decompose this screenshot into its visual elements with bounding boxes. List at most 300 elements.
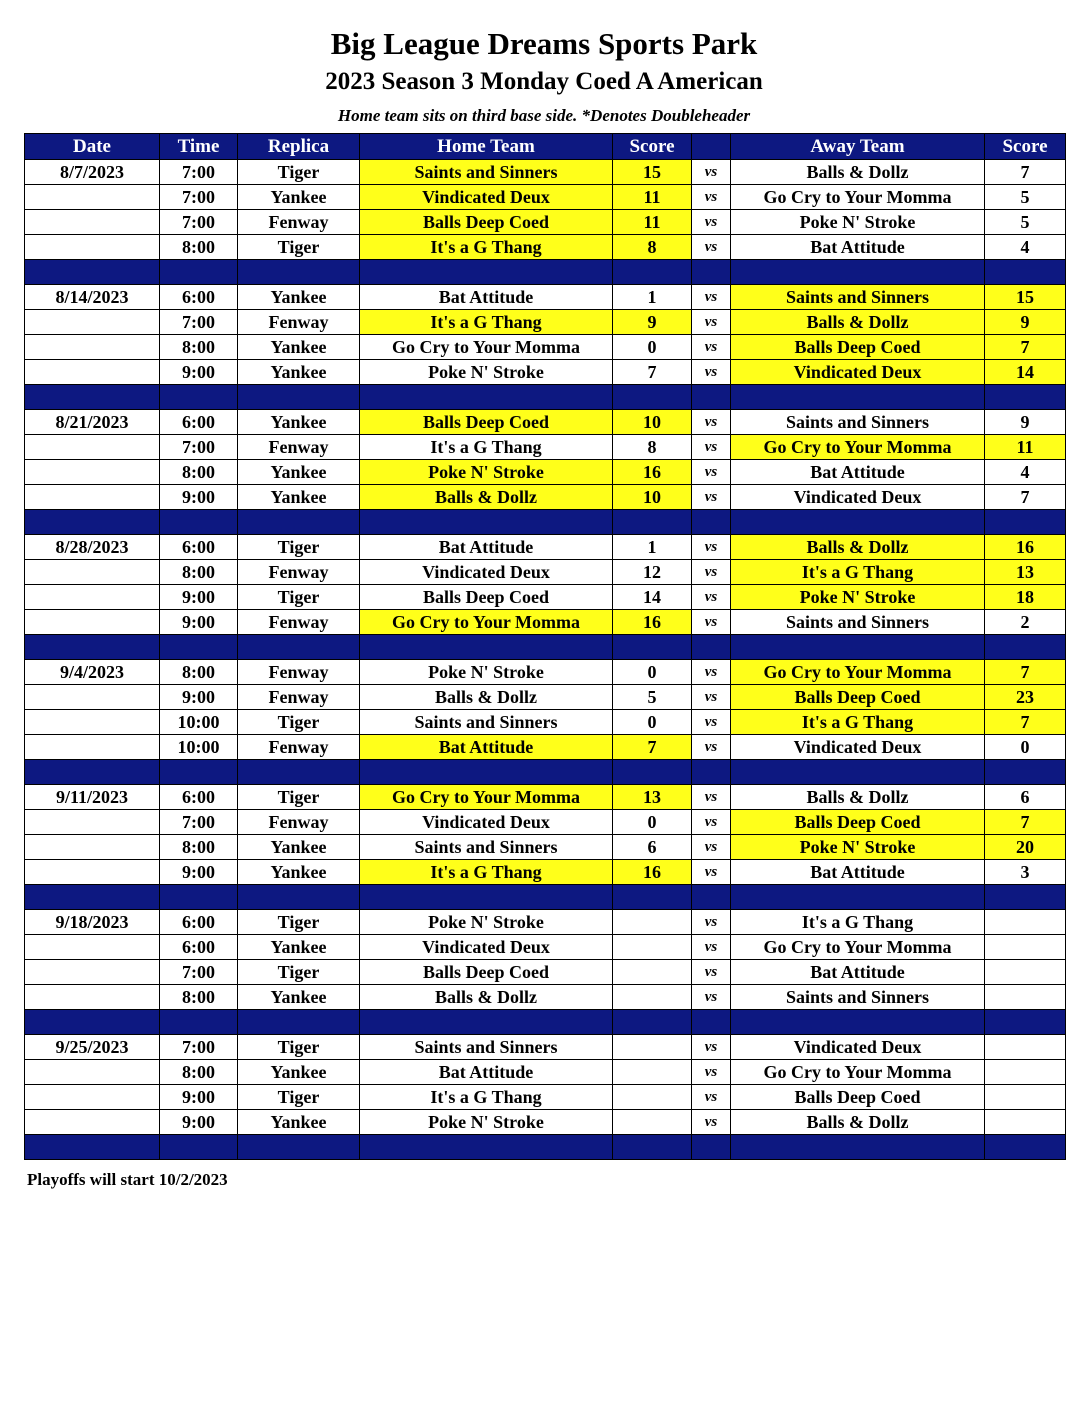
separator-cell bbox=[613, 635, 692, 660]
away-score-cell: 7 bbox=[985, 335, 1066, 360]
schedule-table bbox=[24, 133, 1066, 1160]
vs-cell: vs bbox=[692, 610, 731, 635]
replica-cell: Yankee bbox=[238, 860, 360, 885]
away-team-cell: Go Cry to Your Momma bbox=[731, 435, 985, 460]
separator-cell bbox=[731, 635, 985, 660]
away-team-cell: Go Cry to Your Momma bbox=[731, 660, 985, 685]
home-team-cell: Saints and Sinners bbox=[360, 710, 613, 735]
replica-cell: Yankee bbox=[238, 285, 360, 310]
away-team-cell: Saints and Sinners bbox=[731, 410, 985, 435]
replica-cell: Yankee bbox=[238, 185, 360, 210]
separator-cell bbox=[613, 760, 692, 785]
vs-cell: vs bbox=[692, 185, 731, 210]
separator-cell bbox=[360, 510, 613, 535]
home-score-cell bbox=[613, 910, 692, 935]
time-cell: 6:00 bbox=[160, 785, 238, 810]
home-score-cell: 10 bbox=[613, 485, 692, 510]
home-team-cell: Poke N' Stroke bbox=[360, 360, 613, 385]
home-team-cell: It's a G Thang bbox=[360, 235, 613, 260]
page-subtitle: 2023 Season 3 Monday Coed A American bbox=[325, 68, 763, 95]
separator-cell bbox=[985, 760, 1066, 785]
date-cell: 8/7/2023 bbox=[25, 160, 160, 185]
away-score-cell: 4 bbox=[985, 235, 1066, 260]
date-cell bbox=[25, 735, 160, 760]
table-row bbox=[25, 185, 1066, 210]
separator-cell bbox=[731, 1135, 985, 1160]
home-score-cell: 9 bbox=[613, 310, 692, 335]
separator-cell bbox=[160, 510, 238, 535]
away-team-cell: Balls & Dollz bbox=[731, 310, 985, 335]
home-score-cell: 10 bbox=[613, 410, 692, 435]
home-team-cell: Bat Attitude bbox=[360, 1060, 613, 1085]
home-score-cell: 1 bbox=[613, 535, 692, 560]
away-team-cell: Poke N' Stroke bbox=[731, 835, 985, 860]
separator-cell bbox=[160, 260, 238, 285]
vs-cell: vs bbox=[692, 1110, 731, 1135]
vs-cell: vs bbox=[692, 485, 731, 510]
separator-cell bbox=[985, 385, 1066, 410]
time-cell: 8:00 bbox=[160, 335, 238, 360]
date-cell bbox=[25, 835, 160, 860]
table-row bbox=[25, 710, 1066, 735]
time-cell: 7:00 bbox=[160, 960, 238, 985]
date-cell bbox=[25, 310, 160, 335]
away-score-cell bbox=[985, 1060, 1066, 1085]
table-row bbox=[25, 310, 1066, 335]
time-cell: 8:00 bbox=[160, 1060, 238, 1085]
home-team-cell: Balls & Dollz bbox=[360, 685, 613, 710]
time-cell: 8:00 bbox=[160, 235, 238, 260]
away-team-cell: Vindicated Deux bbox=[731, 360, 985, 385]
table-row bbox=[25, 785, 1066, 810]
replica-cell: Yankee bbox=[238, 460, 360, 485]
time-cell: 8:00 bbox=[160, 560, 238, 585]
separator-cell bbox=[985, 1010, 1066, 1035]
separator-cell bbox=[238, 385, 360, 410]
table-row bbox=[25, 360, 1066, 385]
vs-cell: vs bbox=[692, 560, 731, 585]
time-cell: 7:00 bbox=[160, 310, 238, 335]
home-team-cell: Vindicated Deux bbox=[360, 935, 613, 960]
away-team-cell: Go Cry to Your Momma bbox=[731, 1060, 985, 1085]
home-score-cell bbox=[613, 935, 692, 960]
separator-cell bbox=[692, 385, 731, 410]
separator-cell bbox=[238, 1010, 360, 1035]
time-cell: 8:00 bbox=[160, 660, 238, 685]
away-team-cell: Balls & Dollz bbox=[731, 535, 985, 560]
replica-cell: Yankee bbox=[238, 410, 360, 435]
col-header-time: Time bbox=[160, 134, 238, 160]
separator-cell bbox=[731, 760, 985, 785]
time-cell: 7:00 bbox=[160, 160, 238, 185]
vs-cell: vs bbox=[692, 435, 731, 460]
replica-cell: Yankee bbox=[238, 485, 360, 510]
time-cell: 9:00 bbox=[160, 1085, 238, 1110]
table-row bbox=[25, 685, 1066, 710]
separator-cell bbox=[238, 760, 360, 785]
date-cell bbox=[25, 810, 160, 835]
vs-cell: vs bbox=[692, 910, 731, 935]
home-team-cell: Balls Deep Coed bbox=[360, 410, 613, 435]
away-score-cell: 18 bbox=[985, 585, 1066, 610]
home-team-cell: Balls & Dollz bbox=[360, 485, 613, 510]
separator-cell bbox=[692, 760, 731, 785]
away-team-cell: Vindicated Deux bbox=[731, 485, 985, 510]
time-cell: 9:00 bbox=[160, 1110, 238, 1135]
separator-cell bbox=[985, 260, 1066, 285]
vs-cell: vs bbox=[692, 810, 731, 835]
table-row bbox=[25, 735, 1066, 760]
home-score-cell: 0 bbox=[613, 710, 692, 735]
away-team-cell: It's a G Thang bbox=[731, 710, 985, 735]
away-team-cell: It's a G Thang bbox=[731, 560, 985, 585]
replica-cell: Tiger bbox=[238, 1035, 360, 1060]
time-cell: 6:00 bbox=[160, 285, 238, 310]
home-score-cell: 6 bbox=[613, 835, 692, 860]
away-team-cell: Bat Attitude bbox=[731, 860, 985, 885]
away-score-cell bbox=[985, 1085, 1066, 1110]
away-team-cell: Balls Deep Coed bbox=[731, 685, 985, 710]
vs-cell: vs bbox=[692, 410, 731, 435]
away-score-cell: 11 bbox=[985, 435, 1066, 460]
table-row bbox=[25, 410, 1066, 435]
table-row bbox=[25, 935, 1066, 960]
away-team-cell: Go Cry to Your Momma bbox=[731, 185, 985, 210]
replica-cell: Fenway bbox=[238, 310, 360, 335]
col-header-away-team: Away Team bbox=[731, 134, 985, 160]
week-separator bbox=[25, 385, 1066, 410]
time-cell: 7:00 bbox=[160, 435, 238, 460]
separator-cell bbox=[25, 635, 160, 660]
date-cell bbox=[25, 460, 160, 485]
vs-cell: vs bbox=[692, 710, 731, 735]
schedule-body bbox=[25, 160, 1066, 1160]
home-score-cell: 8 bbox=[613, 235, 692, 260]
away-team-cell: Balls Deep Coed bbox=[731, 335, 985, 360]
week-separator bbox=[25, 260, 1066, 285]
away-score-cell: 4 bbox=[985, 460, 1066, 485]
week-separator bbox=[25, 635, 1066, 660]
separator-cell bbox=[731, 885, 985, 910]
table-row bbox=[25, 910, 1066, 935]
home-team-cell: It's a G Thang bbox=[360, 435, 613, 460]
separator-cell bbox=[25, 885, 160, 910]
home-team-cell: Balls Deep Coed bbox=[360, 585, 613, 610]
separator-cell bbox=[731, 510, 985, 535]
vs-cell: vs bbox=[692, 935, 731, 960]
separator-cell bbox=[238, 635, 360, 660]
table-row bbox=[25, 435, 1066, 460]
vs-cell: vs bbox=[692, 985, 731, 1010]
separator-cell bbox=[360, 260, 613, 285]
separator-cell bbox=[360, 760, 613, 785]
vs-cell: vs bbox=[692, 860, 731, 885]
separator-cell bbox=[692, 635, 731, 660]
vs-cell: vs bbox=[692, 210, 731, 235]
date-cell bbox=[25, 960, 160, 985]
table-row bbox=[25, 610, 1066, 635]
time-cell: 6:00 bbox=[160, 535, 238, 560]
table-row bbox=[25, 860, 1066, 885]
vs-cell: vs bbox=[692, 1085, 731, 1110]
replica-cell: Yankee bbox=[238, 1110, 360, 1135]
date-cell bbox=[25, 585, 160, 610]
away-team-cell: Balls & Dollz bbox=[731, 1110, 985, 1135]
col-header-date: Date bbox=[25, 134, 160, 160]
vs-cell: vs bbox=[692, 785, 731, 810]
date-cell bbox=[25, 235, 160, 260]
week-separator bbox=[25, 1010, 1066, 1035]
date-cell: 8/28/2023 bbox=[25, 535, 160, 560]
separator-cell bbox=[25, 385, 160, 410]
home-team-cell: Vindicated Deux bbox=[360, 810, 613, 835]
time-cell: 6:00 bbox=[160, 410, 238, 435]
separator-cell bbox=[613, 1135, 692, 1160]
away-score-cell: 7 bbox=[985, 660, 1066, 685]
separator-cell bbox=[692, 1135, 731, 1160]
away-score-cell: 16 bbox=[985, 535, 1066, 560]
date-cell: 9/18/2023 bbox=[25, 910, 160, 935]
away-score-cell bbox=[985, 935, 1066, 960]
replica-cell: Fenway bbox=[238, 810, 360, 835]
separator-cell bbox=[692, 885, 731, 910]
replica-cell: Fenway bbox=[238, 210, 360, 235]
separator-cell bbox=[25, 1135, 160, 1160]
time-cell: 8:00 bbox=[160, 460, 238, 485]
replica-cell: Tiger bbox=[238, 535, 360, 560]
home-team-cell: Poke N' Stroke bbox=[360, 460, 613, 485]
table-row bbox=[25, 1035, 1066, 1060]
date-cell: 8/21/2023 bbox=[25, 410, 160, 435]
away-score-cell: 9 bbox=[985, 410, 1066, 435]
home-team-cell: Saints and Sinners bbox=[360, 1035, 613, 1060]
table-row bbox=[25, 235, 1066, 260]
home-score-cell bbox=[613, 1060, 692, 1085]
home-team-cell: Vindicated Deux bbox=[360, 560, 613, 585]
away-score-cell bbox=[985, 960, 1066, 985]
away-score-cell: 23 bbox=[985, 685, 1066, 710]
separator-cell bbox=[731, 260, 985, 285]
time-cell: 9:00 bbox=[160, 610, 238, 635]
away-team-cell: Bat Attitude bbox=[731, 460, 985, 485]
away-team-cell: Saints and Sinners bbox=[731, 610, 985, 635]
page-title: Big League Dreams Sports Park bbox=[330, 26, 758, 61]
separator-cell bbox=[692, 510, 731, 535]
replica-cell: Yankee bbox=[238, 985, 360, 1010]
home-team-cell: It's a G Thang bbox=[360, 310, 613, 335]
home-score-cell: 11 bbox=[613, 185, 692, 210]
replica-cell: Yankee bbox=[238, 360, 360, 385]
home-score-cell: 12 bbox=[613, 560, 692, 585]
separator-cell bbox=[160, 885, 238, 910]
vs-cell: vs bbox=[692, 160, 731, 185]
home-score-cell: 0 bbox=[613, 660, 692, 685]
away-score-cell: 5 bbox=[985, 185, 1066, 210]
separator-cell bbox=[160, 1135, 238, 1160]
away-score-cell: 2 bbox=[985, 610, 1066, 635]
home-team-cell: It's a G Thang bbox=[360, 860, 613, 885]
away-team-cell: Vindicated Deux bbox=[731, 735, 985, 760]
table-row bbox=[25, 485, 1066, 510]
replica-cell: Tiger bbox=[238, 585, 360, 610]
home-score-cell: 0 bbox=[613, 335, 692, 360]
separator-cell bbox=[360, 385, 613, 410]
home-score-cell: 16 bbox=[613, 860, 692, 885]
date-cell bbox=[25, 1060, 160, 1085]
time-cell: 10:00 bbox=[160, 710, 238, 735]
home-score-cell: 16 bbox=[613, 610, 692, 635]
away-team-cell: Balls & Dollz bbox=[731, 785, 985, 810]
away-team-cell: Poke N' Stroke bbox=[731, 585, 985, 610]
separator-cell bbox=[238, 1135, 360, 1160]
week-separator bbox=[25, 885, 1066, 910]
home-team-cell: Go Cry to Your Momma bbox=[360, 785, 613, 810]
away-team-cell: Saints and Sinners bbox=[731, 285, 985, 310]
time-cell: 9:00 bbox=[160, 585, 238, 610]
table-row bbox=[25, 335, 1066, 360]
vs-cell: vs bbox=[692, 310, 731, 335]
time-cell: 7:00 bbox=[160, 810, 238, 835]
date-cell bbox=[25, 985, 160, 1010]
home-score-cell: 16 bbox=[613, 460, 692, 485]
home-team-cell: Balls Deep Coed bbox=[360, 210, 613, 235]
separator-cell bbox=[25, 260, 160, 285]
away-team-cell: Bat Attitude bbox=[731, 235, 985, 260]
table-row bbox=[25, 660, 1066, 685]
home-team-cell: Poke N' Stroke bbox=[360, 1110, 613, 1135]
separator-cell bbox=[985, 635, 1066, 660]
time-cell: 8:00 bbox=[160, 835, 238, 860]
separator-cell bbox=[160, 760, 238, 785]
table-row bbox=[25, 835, 1066, 860]
replica-cell: Tiger bbox=[238, 785, 360, 810]
away-score-cell: 3 bbox=[985, 860, 1066, 885]
vs-cell: vs bbox=[692, 735, 731, 760]
replica-cell: Fenway bbox=[238, 660, 360, 685]
replica-cell: Fenway bbox=[238, 685, 360, 710]
date-cell bbox=[25, 360, 160, 385]
time-cell: 9:00 bbox=[160, 485, 238, 510]
time-cell: 8:00 bbox=[160, 985, 238, 1010]
time-cell: 7:00 bbox=[160, 185, 238, 210]
time-cell: 9:00 bbox=[160, 685, 238, 710]
week-separator bbox=[25, 760, 1066, 785]
date-cell bbox=[25, 935, 160, 960]
time-cell: 9:00 bbox=[160, 360, 238, 385]
away-score-cell: 20 bbox=[985, 835, 1066, 860]
replica-cell: Yankee bbox=[238, 335, 360, 360]
date-cell bbox=[25, 560, 160, 585]
away-score-cell: 7 bbox=[985, 485, 1066, 510]
vs-cell: vs bbox=[692, 235, 731, 260]
vs-cell: vs bbox=[692, 1035, 731, 1060]
away-team-cell: Saints and Sinners bbox=[731, 985, 985, 1010]
table-row bbox=[25, 160, 1066, 185]
date-cell bbox=[25, 485, 160, 510]
home-team-cell: Balls & Dollz bbox=[360, 985, 613, 1010]
home-team-cell: Go Cry to Your Momma bbox=[360, 610, 613, 635]
away-score-cell: 7 bbox=[985, 810, 1066, 835]
away-score-cell bbox=[985, 1035, 1066, 1060]
table-row bbox=[25, 535, 1066, 560]
replica-cell: Tiger bbox=[238, 960, 360, 985]
vs-cell: vs bbox=[692, 335, 731, 360]
separator-cell bbox=[731, 1010, 985, 1035]
time-cell: 6:00 bbox=[160, 935, 238, 960]
date-cell bbox=[25, 435, 160, 460]
away-team-cell: Balls Deep Coed bbox=[731, 1085, 985, 1110]
table-row bbox=[25, 985, 1066, 1010]
col-header-replica: Replica bbox=[238, 134, 360, 160]
home-score-cell bbox=[613, 985, 692, 1010]
home-score-cell bbox=[613, 960, 692, 985]
time-cell: 6:00 bbox=[160, 910, 238, 935]
separator-cell bbox=[25, 1010, 160, 1035]
table-row bbox=[25, 1085, 1066, 1110]
away-score-cell bbox=[985, 1110, 1066, 1135]
schedule-note: Home team sits on third base side. *Denotes Doubleheader bbox=[337, 106, 751, 125]
away-score-cell: 14 bbox=[985, 360, 1066, 385]
table-row bbox=[25, 585, 1066, 610]
replica-cell: Tiger bbox=[238, 910, 360, 935]
col-header-vs bbox=[692, 134, 731, 160]
separator-cell bbox=[985, 1135, 1066, 1160]
home-team-cell: Poke N' Stroke bbox=[360, 660, 613, 685]
separator-cell bbox=[238, 885, 360, 910]
away-score-cell: 13 bbox=[985, 560, 1066, 585]
date-cell bbox=[25, 185, 160, 210]
date-cell: 9/11/2023 bbox=[25, 785, 160, 810]
week-separator bbox=[25, 1135, 1066, 1160]
col-header-home-team: Home Team bbox=[360, 134, 613, 160]
separator-cell bbox=[238, 510, 360, 535]
away-team-cell: Poke N' Stroke bbox=[731, 210, 985, 235]
away-score-cell: 6 bbox=[985, 785, 1066, 810]
separator-cell bbox=[613, 1010, 692, 1035]
separator-cell bbox=[25, 510, 160, 535]
date-cell bbox=[25, 860, 160, 885]
home-score-cell: 5 bbox=[613, 685, 692, 710]
home-score-cell: 14 bbox=[613, 585, 692, 610]
table-row bbox=[25, 285, 1066, 310]
date-cell bbox=[25, 210, 160, 235]
replica-cell: Fenway bbox=[238, 610, 360, 635]
home-score-cell bbox=[613, 1085, 692, 1110]
home-score-cell: 7 bbox=[613, 735, 692, 760]
date-cell: 9/4/2023 bbox=[25, 660, 160, 685]
home-team-cell: Go Cry to Your Momma bbox=[360, 335, 613, 360]
away-score-cell: 7 bbox=[985, 160, 1066, 185]
replica-cell: Fenway bbox=[238, 560, 360, 585]
separator-cell bbox=[238, 260, 360, 285]
away-team-cell: Vindicated Deux bbox=[731, 1035, 985, 1060]
replica-cell: Fenway bbox=[238, 735, 360, 760]
away-score-cell: 0 bbox=[985, 735, 1066, 760]
col-header-away-score: Score bbox=[985, 134, 1066, 160]
home-score-cell: 13 bbox=[613, 785, 692, 810]
separator-cell bbox=[613, 385, 692, 410]
header-row bbox=[25, 134, 1066, 160]
time-cell: 9:00 bbox=[160, 860, 238, 885]
away-score-cell: 5 bbox=[985, 210, 1066, 235]
away-team-cell: It's a G Thang bbox=[731, 910, 985, 935]
vs-cell: vs bbox=[692, 835, 731, 860]
home-team-cell: Balls Deep Coed bbox=[360, 960, 613, 985]
separator-cell bbox=[692, 260, 731, 285]
vs-cell: vs bbox=[692, 585, 731, 610]
date-cell: 9/25/2023 bbox=[25, 1035, 160, 1060]
replica-cell: Tiger bbox=[238, 710, 360, 735]
